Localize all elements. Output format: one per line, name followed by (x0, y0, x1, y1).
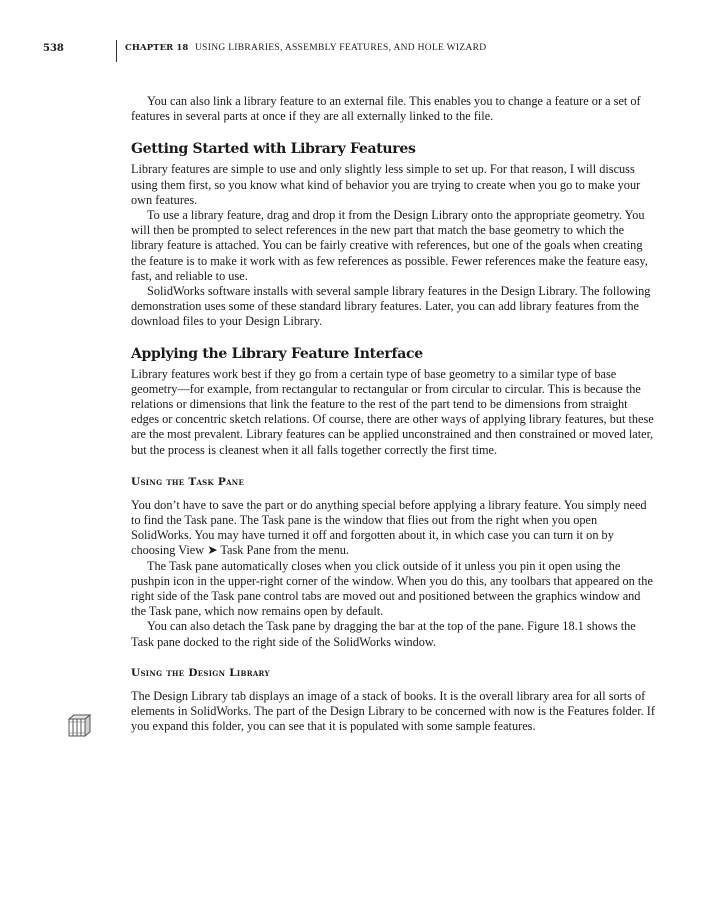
paragraph: The Task pane automatically closes when you click outside of it unless you pin it open using the pushpin icon in the upper-right corner of the window. When you do this, any toolbars that appeared on the right side of the Task pane control tabs are moved out and positioned between the graphics window and the Task pane, which now remains open by default. (131, 558, 653, 619)
page-body (131, 94, 655, 735)
paragraph: To use a library feature, drag and drop it from the Design Library onto the appropriate geometry. You will then be prompted to select references in the new part that match the base geometry to which the library feature is attached. You can be fairly creative with references, but one of the goals when creating the feature is to make it work with as few references as possible. Fewer references make the feature easy, fast, and reliable to use. (131, 208, 648, 283)
paragraph: SolidWorks software installs with several sample library features in the Design Library. The following demonstration uses some of these standard library features. Later, you can add library features from the download files to your Design Library. (131, 284, 651, 329)
intro-paragraph: You can also link a library feature to an external file. This enables you to change a feature or a set of features in several parts at once if they are all externally linked to the file. (131, 94, 641, 124)
paragraph: You don’t have to save the part or do anything special before applying a library feature. You simply need to find the Task pane. The Task pane is the window that flies out from the right when you open SolidWorks. You may have turned it off and forgotten about it, in which case you can turn it on by choosing View ➤ Task Pane from the menu. (131, 497, 647, 558)
paragraph: Library features work best if they go from a certain type of base geometry to a similar type of base geometry—for example, from rectangular to rectangular or from circular to circular. This is because the relations or dimensions that link the feature to the rest of the part tend to be dimensions from straight edges or concentric sketch relations. Of course, there are other ways of applying library features, but these are the most prevalent. Library features can be applied unconstrained and then constrained or moved later, but the process is cleanest when it all falls together correctly the first time. (131, 366, 654, 457)
header-divider (116, 40, 117, 62)
section-heading-getting-started: Getting Started with Library Features (131, 141, 416, 158)
paragraph: Library features are simple to use and only slightly less simple to set up. For that reason, I will discuss using them first, so you know what kind of behavior you are trying to create when you go to make your own features. (131, 162, 641, 207)
page-number: 538 (43, 43, 64, 54)
section-heading-applying-interface: Applying the Library Feature Interface (131, 345, 423, 362)
chapter-title: USING LIBRARIES, ASSEMBLY FEATURES, AND HOLE WIZARD (195, 43, 487, 53)
subsection-heading-task-pane: Using the Task Pane (131, 475, 245, 488)
chapter-label: CHAPTER 18 (125, 43, 189, 53)
paragraph: You can also detach the Task pane by dragging the bar at the top of the pane. Figure 18.1 shows the Task pane docked to the right side of the SolidWorks window. (131, 619, 636, 649)
subsection-heading-design-library: Using the Design Library (131, 666, 270, 679)
running-head (43, 40, 663, 62)
design-library-books-icon (66, 712, 92, 738)
paragraph: The Design Library tab displays an image of a stack of books. It is the overall library area for all sorts of elements in SolidWorks. The part of the Design Library to be concerned with now is the Features folder. If you expand this folder, you can see that it is populated with some sample features. (131, 688, 655, 734)
